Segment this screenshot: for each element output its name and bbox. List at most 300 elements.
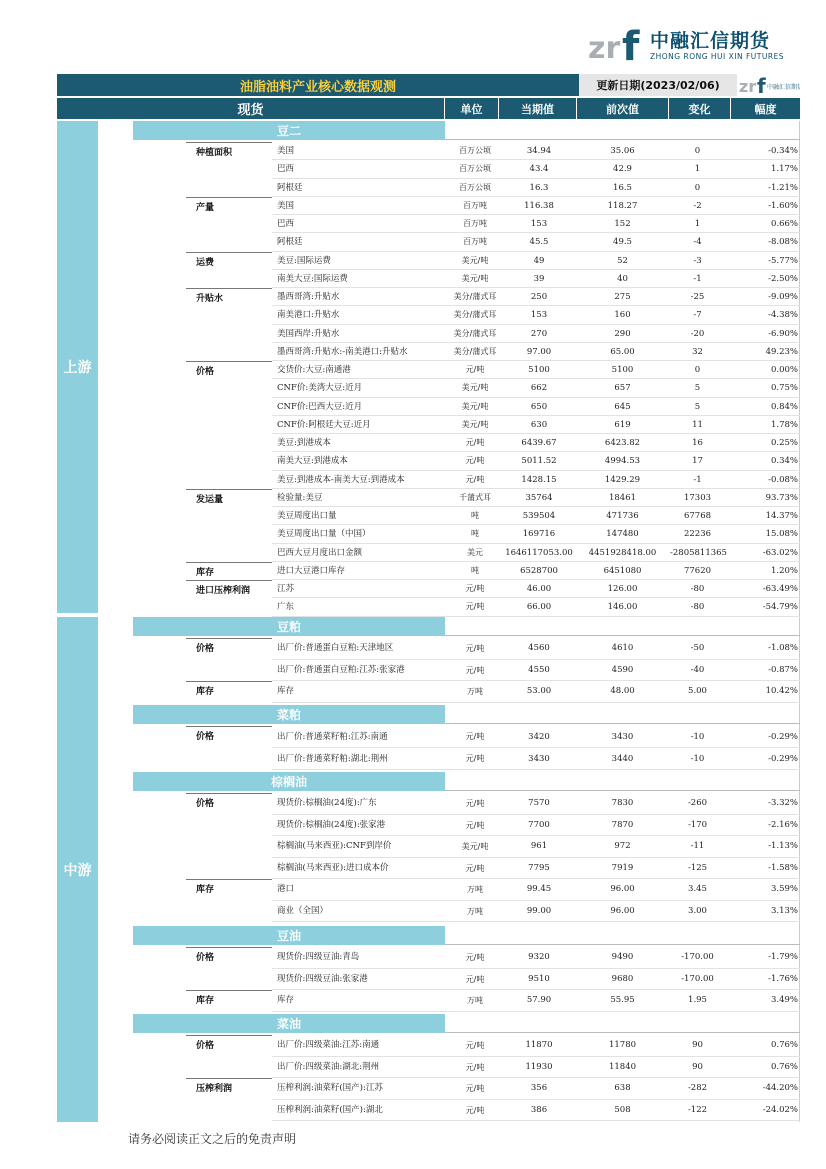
unit-cell: 万吨: [467, 996, 483, 1005]
previous-value: 35.06: [610, 146, 635, 156]
change-value: 0: [694, 146, 701, 156]
pct-change: 1.78%: [770, 419, 798, 430]
change-value: -282: [687, 1083, 708, 1093]
table-row: [272, 638, 800, 660]
group-divider: [186, 1035, 272, 1036]
indicator-name: 出厂价:普通菜籽粕:江苏:南通: [277, 732, 388, 742]
indicator-name: 出厂价:四级菜油:湖北:荆州: [277, 1061, 380, 1072]
current-value: 356: [530, 1083, 548, 1093]
unit-cell: 万吨: [467, 906, 483, 916]
indicator-name: CNF价:阿根廷大豆:近月: [277, 419, 371, 430]
table-row: [272, 1100, 800, 1122]
change-value: -2805811365: [670, 547, 727, 558]
unit-cell: 元/吨: [465, 456, 485, 466]
group-divider: [186, 990, 272, 991]
table-row: [272, 1057, 800, 1079]
change-value: -125: [687, 862, 708, 873]
row-group-label: 库存: [196, 567, 215, 578]
table-row: [272, 434, 800, 452]
unit-cell: 元/吨: [465, 644, 485, 653]
previous-value: 11780: [608, 1040, 637, 1050]
pct-change: -1.76%: [768, 973, 798, 984]
pct-change: -63.49%: [762, 584, 798, 594]
change-value: -2: [693, 200, 702, 211]
zrf-logo-icon: [588, 22, 644, 66]
unit-cell: 千蒲式耳: [459, 492, 491, 502]
pct-change: 0.00%: [770, 365, 798, 375]
group-divider: [186, 681, 272, 682]
unit-cell: 百万公顷: [459, 164, 491, 174]
unit-cell: 元/吨: [465, 953, 485, 962]
indicator-name: 棕榈油(马来西亚):CNF到岸价: [277, 841, 392, 851]
previous-value: 65.00: [610, 346, 635, 357]
current-value: 6528700: [520, 565, 558, 576]
pct-change: 15.08%: [765, 529, 798, 540]
table-row: [272, 1035, 800, 1057]
change-value: 11: [692, 419, 703, 430]
table-row: [272, 215, 800, 233]
previous-value: 42.9: [613, 164, 632, 175]
group-divider: [186, 726, 272, 727]
change-value: 17: [692, 456, 703, 467]
pct-change: 10.42%: [765, 686, 798, 697]
report-title: 油脂油料产业核心数据观测: [57, 74, 579, 96]
indicator-name: 压榨利润:油菜籽(国产):湖北: [277, 1104, 383, 1115]
title-bar: [57, 74, 800, 96]
change-value: 22236: [683, 529, 712, 540]
indicator-name: 交货价:大豆:南通港: [277, 365, 351, 375]
unit-cell: 美分/蒲式耳: [453, 310, 497, 320]
pct-change: 0.76%: [770, 1061, 798, 1072]
indicator-name: 阿根廷: [277, 237, 303, 248]
pct-change: -3.32%: [768, 798, 798, 808]
header-change: 变化: [669, 98, 731, 119]
change-value: -7: [693, 310, 702, 321]
unit-cell: 美元/吨: [461, 273, 489, 283]
current-value: 153: [530, 219, 548, 229]
row-group-label: 产量: [196, 202, 215, 213]
row-group-label: 进口压榨利润: [196, 586, 251, 596]
category-header-rule: [445, 121, 800, 140]
previous-value: 275: [614, 292, 631, 302]
previous-value: 3430: [611, 732, 634, 742]
group-divider: [186, 1078, 272, 1079]
indicator-name: 墨西哥湾:升贴水:-南美港口:升贴水: [277, 346, 408, 357]
previous-value: 6451080: [603, 565, 642, 576]
indicator-name: 江苏: [277, 584, 295, 594]
table-row: [272, 525, 800, 543]
table-row: [272, 580, 800, 598]
change-value: -3: [693, 255, 702, 266]
current-value: 34.94: [526, 146, 552, 156]
indicator-name: 美豆周度出口量（中国）: [277, 529, 371, 540]
indicator-name: 美豆:到港成本: [277, 438, 331, 448]
group-divider: [186, 197, 272, 198]
previous-value: 471736: [606, 511, 639, 521]
pct-change: 0.76%: [770, 1040, 798, 1050]
table-row: [272, 748, 800, 770]
table-row: [272, 361, 800, 379]
indicator-name: CNF价:巴西大豆:近月: [277, 401, 363, 412]
table-row: [272, 815, 800, 837]
previous-value: 96.00: [610, 905, 635, 916]
unit-cell: 美分/蒲式耳: [453, 346, 497, 356]
table-row: [272, 969, 800, 991]
unit-cell: 元/吨: [465, 665, 485, 675]
current-value: 66.00: [526, 602, 552, 613]
unit-cell: 元/吨: [465, 584, 485, 593]
previous-value: 7830: [611, 798, 634, 808]
indicator-name: 库存: [277, 995, 295, 1005]
current-value: 11930: [525, 1061, 553, 1072]
unit-cell: 元/吨: [465, 602, 485, 612]
group-divider: [186, 142, 272, 143]
unit-cell: 元/吨: [465, 1105, 485, 1115]
unit-cell: 百万吨: [463, 237, 487, 247]
row-group-label: 价格: [196, 1041, 215, 1051]
change-value: -170.00: [681, 952, 714, 962]
indicator-name: 出厂价:普通蛋白豆粕:天津地区: [277, 643, 394, 653]
table-row: [272, 452, 800, 470]
change-value: 0: [694, 365, 701, 375]
pct-change: -63.02%: [762, 547, 798, 558]
pct-change: -1.13%: [768, 841, 798, 851]
indicator-name: 美豆:国际运费: [277, 255, 331, 266]
table-row: [272, 1078, 800, 1100]
change-value: 16: [692, 438, 703, 448]
current-value: 7700: [528, 819, 550, 830]
table-row: [272, 197, 800, 215]
unit-cell: 百万吨: [463, 219, 487, 228]
table-row: [272, 398, 800, 416]
indicator-name: 美豆周度出口量: [277, 511, 337, 521]
change-value: 67768: [683, 511, 712, 521]
table-row: [272, 142, 800, 160]
previous-value: 3440: [611, 754, 634, 764]
current-value: 5100: [528, 365, 550, 375]
current-value: 49: [533, 255, 545, 266]
previous-value: 160: [614, 310, 631, 321]
indicator-name: 进口大豆港口库存: [277, 565, 346, 576]
indicator-name: 南美大豆:国际运费: [277, 273, 348, 284]
current-value: 43.4: [529, 164, 549, 175]
change-value: -122: [687, 1104, 708, 1115]
unit-cell: 元/吨: [465, 365, 485, 374]
pct-change: 93.73%: [765, 492, 798, 503]
row-group-label: 库存: [196, 687, 215, 698]
change-value: 1: [694, 164, 701, 175]
pct-change: -0.08%: [768, 474, 798, 485]
current-value: 4550: [528, 664, 550, 675]
pct-change: -54.79%: [762, 602, 798, 613]
company-logo: [588, 20, 788, 70]
pct-change: -9.09%: [768, 292, 798, 302]
current-value: 9320: [528, 952, 550, 962]
table-row: [272, 793, 800, 815]
previous-value: 152: [614, 219, 631, 229]
current-value: 45.5: [529, 237, 549, 248]
table-row: [272, 836, 800, 858]
pct-change: -0.29%: [768, 754, 798, 764]
table-row: [272, 489, 800, 507]
previous-value: 7870: [611, 819, 634, 830]
change-value: 0: [694, 182, 701, 193]
table-row: [272, 160, 800, 178]
current-value: 9510: [528, 973, 550, 984]
pct-change: 3.59%: [770, 884, 798, 894]
indicator-name: 出厂价:四级菜油:江苏:南通: [277, 1040, 380, 1050]
previous-value: 146.00: [607, 602, 638, 613]
change-value: -10: [690, 754, 705, 764]
unit-cell: 元/吨: [465, 799, 485, 808]
indicator-name: 广东: [277, 602, 295, 613]
category-header-rule: [445, 617, 800, 636]
change-value: -40: [690, 664, 705, 675]
previous-value: 48.00: [610, 686, 635, 697]
indicator-name: 南美大豆:到港成本: [277, 456, 348, 467]
pct-change: -1.21%: [768, 182, 798, 193]
group-divider: [186, 252, 272, 253]
unit-cell: 万吨: [467, 885, 483, 894]
unit-cell: 吨: [471, 529, 479, 539]
table-row: [272, 507, 800, 525]
unit-cell: 百万公顷: [459, 146, 491, 155]
table-row: [272, 598, 800, 616]
previous-value: 96.00: [610, 884, 635, 894]
pct-change: 49.23%: [765, 346, 798, 357]
change-value: 90: [692, 1040, 703, 1050]
pct-change: -1.79%: [768, 952, 798, 962]
previous-value: 11840: [608, 1061, 637, 1072]
indicator-name: 棕榈油(马来西亚):进口成本价: [277, 862, 389, 873]
table-row: [272, 343, 800, 361]
current-value: 57.90: [526, 995, 552, 1005]
row-group-label: 库存: [196, 885, 215, 895]
indicator-name: 库存: [277, 686, 295, 697]
table-row: [272, 416, 800, 434]
current-value: 169716: [522, 529, 556, 540]
category-header-rule: [445, 705, 800, 724]
previous-value: 645: [614, 401, 631, 412]
previous-value: 49.5: [613, 237, 632, 248]
current-value: 39: [533, 273, 545, 284]
current-value: 270: [530, 328, 548, 339]
update-date: 更新日期(2023/02/06): [579, 74, 737, 96]
unit-cell: 元/吨: [465, 863, 485, 873]
change-value: 77620: [683, 565, 712, 576]
change-value: -25: [690, 292, 705, 302]
change-value: -170: [687, 819, 708, 830]
change-value: -1: [693, 474, 702, 485]
previous-value: 52: [617, 255, 628, 266]
pct-change: -2.16%: [768, 819, 798, 830]
previous-value: 1429.29: [604, 474, 641, 485]
pct-change: 0.66%: [770, 219, 798, 229]
pct-change: -2.50%: [768, 273, 798, 284]
current-value: 46.00: [526, 584, 552, 594]
previous-value: 9680: [611, 973, 634, 984]
previous-value: 972: [614, 841, 631, 851]
previous-value: 118.27: [607, 200, 638, 211]
table-row: [272, 379, 800, 397]
current-value: 16.3: [529, 182, 549, 193]
previous-value: 619: [614, 419, 631, 430]
group-divider: [186, 562, 272, 563]
change-value: -11: [690, 841, 705, 851]
table-row: [272, 233, 800, 251]
logo-text-en: ZHONG RONG HUI XIN FUTURES: [650, 52, 785, 61]
row-group-label: 压榨利润: [196, 1084, 233, 1094]
unit-cell: 吨: [471, 565, 479, 575]
current-value: 539504: [522, 511, 556, 521]
unit-cell: 万吨: [467, 687, 483, 697]
previous-value: 18461: [608, 492, 637, 503]
change-value: 5: [694, 401, 701, 412]
unit-cell: 元/吨: [465, 438, 485, 447]
row-group-label: 价格: [196, 799, 215, 809]
unit-cell: 美元/吨: [461, 842, 489, 851]
pct-change: 0.34%: [770, 456, 798, 467]
title-logo: [737, 74, 800, 96]
svg-text:zr: zr: [739, 77, 757, 96]
group-divider: [186, 947, 272, 948]
previous-value: 508: [614, 1104, 631, 1115]
table-row: [272, 288, 800, 306]
change-value: -80: [690, 602, 705, 613]
category-header: 豆二: [133, 121, 445, 140]
current-value: 116.38: [524, 200, 554, 211]
category-header-rule: [445, 1014, 800, 1033]
unit-cell: 吨: [471, 511, 479, 520]
pct-change: -0.87%: [768, 664, 798, 675]
previous-value: 4590: [611, 664, 634, 675]
indicator-name: 阿根廷: [277, 182, 303, 193]
current-value: 153: [530, 310, 548, 321]
header-previous: 前次值: [577, 98, 669, 119]
change-value: -4: [693, 237, 702, 248]
table-row: [272, 660, 800, 682]
previous-value: 5100: [611, 365, 634, 375]
current-value: 1428.15: [521, 474, 557, 485]
category-header: 豆粕: [133, 617, 445, 636]
row-group-label: 库存: [196, 996, 215, 1006]
row-group-label: 种植面积: [196, 148, 233, 158]
unit-cell: 美元/吨: [461, 255, 489, 265]
pct-change: -1.58%: [768, 862, 798, 873]
current-value: 386: [530, 1104, 548, 1115]
row-group-label: 升贴水: [196, 294, 224, 304]
current-value: 630: [530, 419, 548, 430]
change-value: -20: [690, 328, 705, 339]
previous-value: 4994.53: [604, 456, 641, 467]
pct-change: -1.08%: [768, 643, 798, 653]
category-header: 菜油: [133, 1014, 445, 1033]
unit-cell: 元/吨: [465, 732, 485, 741]
indicator-name: CNF价:美湾大豆:近月: [277, 383, 363, 394]
current-value: 6439.67: [521, 438, 557, 448]
unit-cell: 元/吨: [465, 974, 485, 984]
indicator-name: 港口: [277, 884, 295, 894]
previous-value: 657: [614, 383, 631, 394]
current-value: 3430: [528, 754, 550, 764]
category-header-rule: [445, 926, 800, 945]
previous-value: 638: [614, 1083, 631, 1093]
current-value: 35764: [525, 492, 553, 503]
change-value: -170.00: [681, 973, 714, 984]
current-value: 250: [530, 292, 548, 302]
unit-cell: 元/吨: [465, 474, 485, 484]
table-row: [272, 681, 800, 703]
header-current: 当期值: [499, 98, 577, 119]
table-row: [272, 252, 800, 270]
pct-change: 1.20%: [770, 565, 798, 576]
indicator-name: 美国: [277, 200, 295, 211]
current-value: 7570: [528, 798, 550, 808]
change-value: 1: [694, 219, 701, 229]
table-row: [272, 325, 800, 343]
indicator-name: 出厂价:普通蛋白豆粕:江苏:张家港: [277, 664, 405, 675]
table-row: [272, 562, 800, 580]
previous-value: 290: [614, 328, 631, 339]
svg-text:f: f: [622, 24, 640, 66]
unit-cell: 美元: [467, 547, 483, 557]
unit-cell: 美分/蒲式耳: [453, 328, 497, 338]
row-group-label: 价格: [196, 953, 215, 963]
change-value: 3.45: [688, 884, 707, 894]
svg-text:中融汇信期货: 中融汇信期货: [767, 84, 800, 91]
indicator-name: 现货价:棕榈油(24度):广东: [277, 798, 377, 808]
previous-value: 6423.82: [604, 438, 641, 448]
change-value: 17303: [683, 492, 712, 503]
section-midstream: 中游: [57, 617, 98, 1122]
row-group-label: 发运量: [196, 494, 224, 505]
svg-text:zr: zr: [588, 31, 621, 66]
category-header: 菜粕: [133, 705, 445, 724]
svg-text:f: f: [757, 74, 766, 96]
pct-change: -24.02%: [762, 1104, 798, 1115]
current-value: 662: [530, 383, 548, 394]
previous-value: 7919: [611, 862, 634, 873]
current-value: 4560: [528, 643, 550, 653]
pct-change: -5.77%: [768, 255, 798, 266]
row-group-label: 价格: [196, 367, 215, 377]
indicator-name: 墨西哥湾:升贴水: [277, 292, 340, 302]
previous-value: 9490: [611, 952, 634, 962]
header-spot: 现货: [57, 98, 445, 119]
table-row: [272, 990, 800, 1012]
change-value: -50: [690, 643, 705, 653]
group-divider: [186, 638, 272, 639]
change-value: -260: [687, 798, 708, 808]
group-divider: [186, 793, 272, 794]
current-value: 97.00: [526, 346, 552, 357]
change-value: -80: [690, 584, 705, 594]
small-logo-icon: [737, 74, 800, 96]
unit-cell: 元/吨: [465, 1084, 485, 1093]
current-value: 650: [530, 401, 548, 412]
current-value: 3420: [528, 732, 550, 742]
current-value: 11870: [525, 1040, 553, 1050]
logo-text-cn: 中融汇信期货: [650, 30, 771, 52]
unit-cell: 元/吨: [465, 1062, 485, 1072]
pct-change: -8.08%: [768, 237, 798, 248]
group-divider: [186, 361, 272, 362]
indicator-name: 出厂价:普通菜籽粕:湖北:荆州: [277, 754, 388, 764]
unit-cell: 美元/吨: [461, 383, 489, 393]
indicator-name: 检验量:美豆: [277, 492, 323, 503]
table-row: [272, 179, 800, 197]
indicator-name: 现货价:四级豆油:张家港: [277, 973, 368, 984]
